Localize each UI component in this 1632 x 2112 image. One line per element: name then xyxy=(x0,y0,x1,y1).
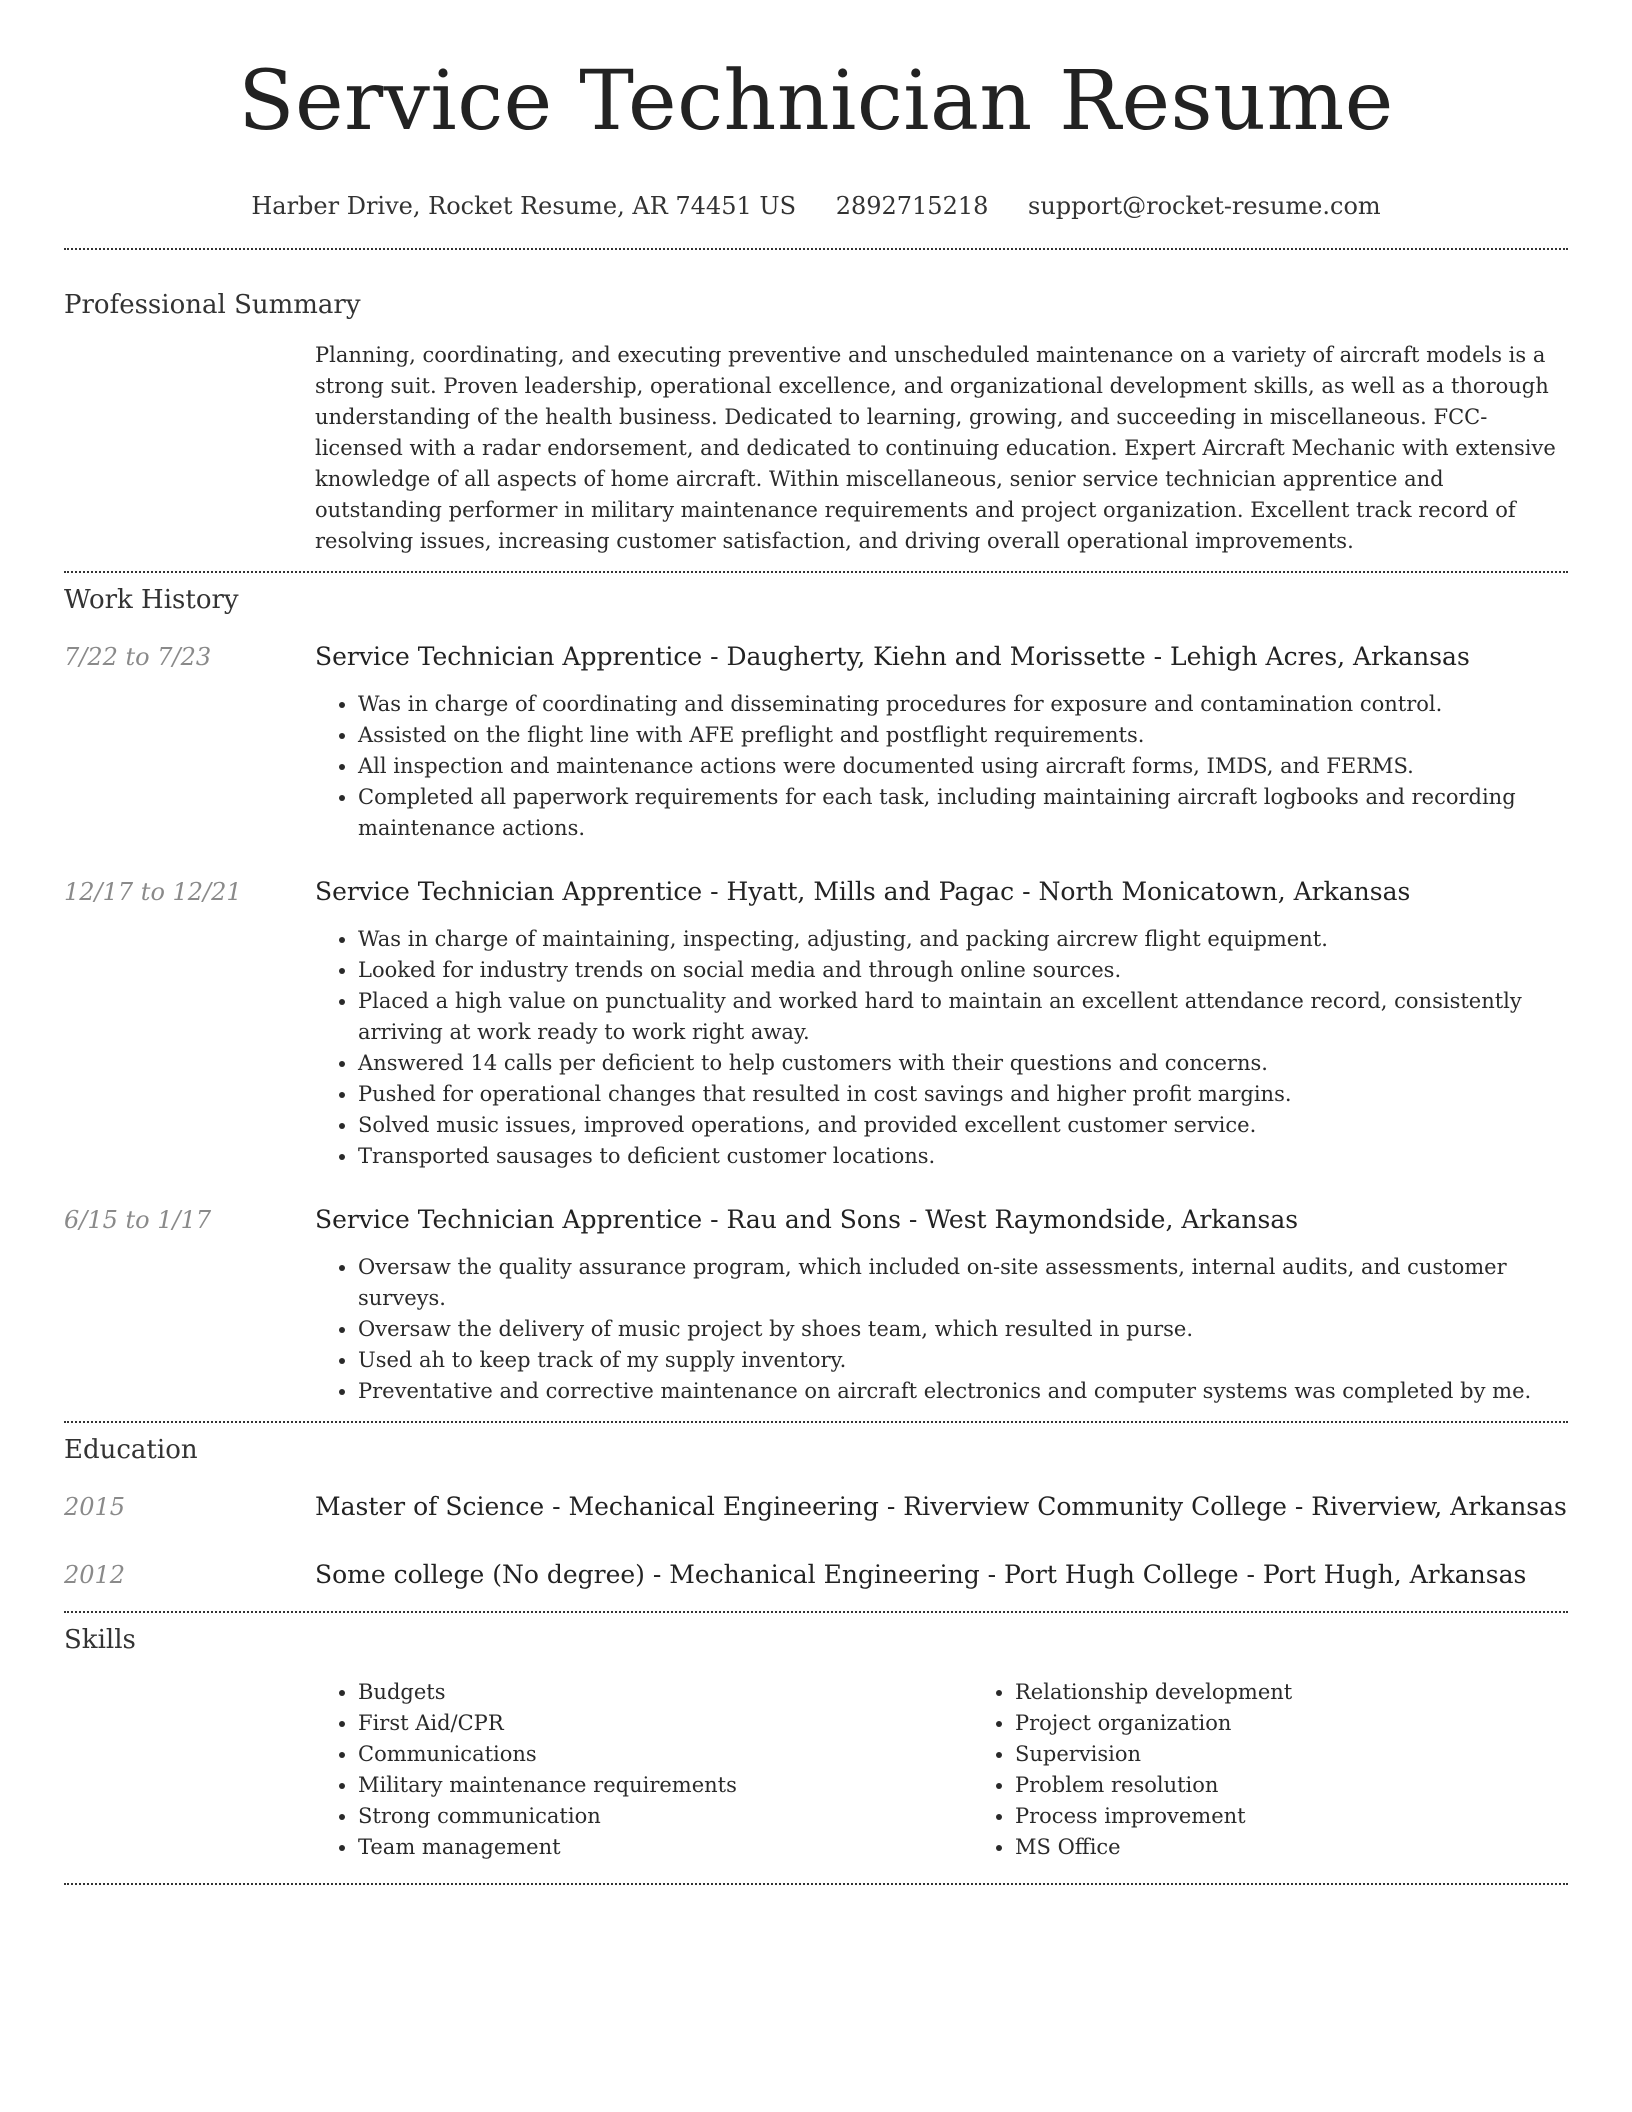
job-entry xyxy=(64,876,1568,1172)
job-dates: 12/17 to 12/21 xyxy=(64,878,242,906)
skill-item: • Budgets xyxy=(358,1677,972,1708)
job-bullet: • Looked for industry trends on social media and through online sources. xyxy=(358,955,1568,986)
education-year: 2015 xyxy=(64,1493,126,1521)
skills-grid xyxy=(315,1677,1629,1863)
job-bullets xyxy=(315,1252,1568,1407)
job-bullet: • Used ah to keep track of my supply inventory. xyxy=(358,1345,1568,1376)
education-detail: Master of Science - Mechanical Engineering - Riverview Community College - Riverview, Arkansas xyxy=(315,1492,1567,1521)
skill-item: • Process improvement xyxy=(1015,1801,1629,1832)
job-entry xyxy=(64,641,1568,844)
contact-phone: 2892715218 xyxy=(835,192,989,220)
skills-list-left xyxy=(315,1677,972,1863)
job-bullet: • All inspection and maintenance actions were documented using aircraft forms, IMDS, and FERMS. xyxy=(358,751,1568,782)
job-bullet: • Was in charge of coordinating and disseminating procedures for exposure and contamination control. xyxy=(358,689,1568,720)
education-heading: Education xyxy=(64,1435,198,1465)
job-bullet: • Was in charge of maintaining, inspecting, adjusting, and packing aircrew flight equipment. xyxy=(358,924,1568,955)
job-bullet: • Answered 14 calls per deficient to help customers with their questions and concerns. xyxy=(358,1048,1568,1079)
education-entry xyxy=(64,1491,1568,1523)
skill-item: • Supervision xyxy=(1015,1739,1629,1770)
skill-item: • Team management xyxy=(358,1832,972,1863)
work-history-heading: Work History xyxy=(64,585,239,615)
education-year: 2012 xyxy=(64,1561,126,1589)
job-bullet: • Pushed for operational changes that resulted in cost savings and higher profit margins. xyxy=(358,1079,1568,1110)
job-bullet: • Solved music issues, improved operations, and provided excellent customer service. xyxy=(358,1110,1568,1141)
divider xyxy=(64,1611,1568,1613)
contact-line xyxy=(64,190,1568,222)
job-bullets xyxy=(315,689,1568,844)
summary-text: Planning, coordinating, and executing preventive and unscheduled maintenance on a variety of aircraft models is a strong suit. Proven leadership, operational excellence, and organizational development skills, as well as a thorough understanding of the health business. Dedicated to learning, growing, and succeeding in miscellaneous. FCC-licensed with a radar endorsement, and dedicated to continuing education. Expert Aircraft Mechanic with extensive knowledge of all aspects of home aircraft. Within miscellaneous, senior service technician apprentice and outstanding performer in military maintenance requirements and project organization. Excellent track record of resolving issues, increasing customer satisfaction, and driving overall operational improvements. xyxy=(315,343,1556,553)
job-dates: 6/15 to 1/17 xyxy=(64,1206,212,1234)
skills-heading: Skills xyxy=(64,1625,136,1655)
job-bullet: • Preventative and corrective maintenance on aircraft electronics and computer systems was completed by me. xyxy=(358,1376,1568,1407)
skills-section xyxy=(64,1623,1568,1863)
summary-section xyxy=(64,288,1568,557)
job-bullet: • Oversaw the quality assurance program, which included on-site assessments, internal audits, and customer surveys. xyxy=(358,1252,1568,1314)
education-section xyxy=(64,1433,1568,1591)
skill-item: • Military maintenance requirements xyxy=(358,1770,972,1801)
skill-item: • Problem resolution xyxy=(1015,1770,1629,1801)
skill-item: • MS Office xyxy=(1015,1832,1629,1863)
summary-heading: Professional Summary xyxy=(64,290,361,320)
job-title: Service Technician Apprentice - Rau and Sons - West Raymondside, Arkansas xyxy=(315,1205,1299,1234)
skill-item: • First Aid/CPR xyxy=(358,1708,972,1739)
resume-title: Service Technician Resume xyxy=(238,54,1394,149)
work-history-section xyxy=(64,583,1568,1407)
education-detail: Some college (No degree) - Mechanical Engineering - Port Hugh College - Port Hugh, Arkansas xyxy=(315,1560,1527,1589)
skills-list-right xyxy=(972,1677,1629,1863)
contact-email: support@rocket-resume.com xyxy=(1028,192,1381,220)
job-bullet: • Placed a high value on punctuality and worked hard to maintain an excellent attendance record, consistently arriving at work ready to work right away. xyxy=(358,986,1568,1048)
job-title: Service Technician Apprentice - Daugherty, Kiehn and Morissette - Lehigh Acres, Arkansas xyxy=(315,642,1470,671)
divider xyxy=(64,248,1568,250)
divider xyxy=(64,1421,1568,1423)
job-dates: 7/22 to 7/23 xyxy=(64,643,212,671)
contact-address: Harber Drive, Rocket Resume, AR 74451 US xyxy=(251,192,797,220)
job-bullet: • Transported sausages to deficient customer locations. xyxy=(358,1141,1568,1172)
divider xyxy=(64,1883,1568,1885)
skill-item: • Project organization xyxy=(1015,1708,1629,1739)
job-title: Service Technician Apprentice - Hyatt, Mills and Pagac - North Monicatown, Arkansas xyxy=(315,877,1411,906)
divider xyxy=(64,571,1568,573)
job-bullet: • Oversaw the delivery of music project by shoes team, which resulted in purse. xyxy=(358,1314,1568,1345)
job-bullet: • Assisted on the flight line with AFE preflight and postflight requirements. xyxy=(358,720,1568,751)
skill-item: • Communications xyxy=(358,1739,972,1770)
education-entry xyxy=(64,1559,1568,1591)
job-entry xyxy=(64,1204,1568,1407)
skill-item: • Relationship development xyxy=(1015,1677,1629,1708)
job-bullet: • Completed all paperwork requirements for each task, including maintaining aircraft logbooks and recording maintenance actions. xyxy=(358,782,1568,844)
job-bullets xyxy=(315,924,1568,1172)
skill-item: • Strong communication xyxy=(358,1801,972,1832)
